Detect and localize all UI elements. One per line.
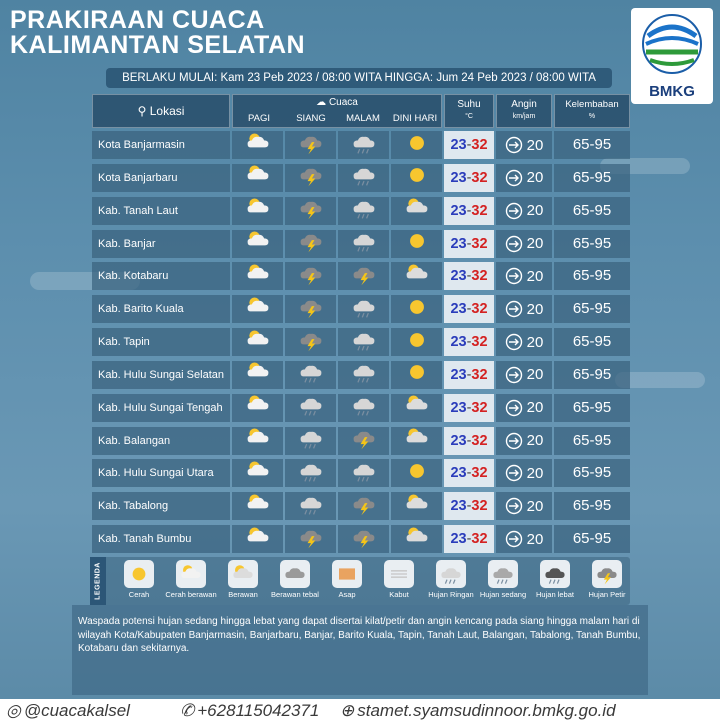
hujan-petir-icon bbox=[298, 162, 324, 193]
wind-speed: 20 bbox=[526, 497, 544, 515]
period-dini-hari: DINI HARI bbox=[392, 113, 438, 124]
legend-item bbox=[476, 560, 530, 599]
wind-direction-icon bbox=[505, 464, 523, 482]
wind-cell bbox=[496, 361, 552, 389]
temp-max: 32 bbox=[471, 268, 488, 285]
berawan-icon bbox=[404, 524, 430, 555]
weather-cell bbox=[232, 197, 283, 225]
cerah-berawan-icon bbox=[245, 425, 271, 456]
cerah-berawan-icon bbox=[245, 491, 271, 522]
cerah-icon bbox=[404, 130, 430, 161]
table-header bbox=[92, 94, 630, 128]
weather-cell bbox=[391, 295, 442, 323]
weather-cell bbox=[285, 525, 336, 553]
berawan-icon bbox=[404, 195, 430, 226]
temp-min: 23 bbox=[450, 531, 467, 548]
header-lokasi bbox=[92, 94, 230, 128]
temp-min: 23 bbox=[450, 465, 467, 482]
wind-cell bbox=[496, 262, 552, 290]
berawan-tebal-icon bbox=[280, 560, 310, 588]
location-name: Kab. Hulu Sungai Selatan bbox=[92, 361, 230, 389]
temperature-cell: 23-32 bbox=[444, 427, 494, 455]
hujan-petir-icon bbox=[298, 327, 324, 358]
berawan-icon bbox=[404, 491, 430, 522]
weather-cell bbox=[232, 164, 283, 192]
weather-cell bbox=[391, 427, 442, 455]
temperature-cell: 23-32 bbox=[444, 197, 494, 225]
legend-label: Berawan bbox=[228, 590, 258, 599]
hujan-petir-icon bbox=[351, 524, 377, 555]
weather-cell bbox=[285, 262, 336, 290]
weather-cell bbox=[285, 230, 336, 258]
period-malam: MALAM bbox=[346, 113, 380, 124]
hujan-petir-icon bbox=[298, 261, 324, 292]
wind-cell bbox=[496, 525, 552, 553]
weather-cell bbox=[285, 197, 336, 225]
weather-cell bbox=[391, 459, 442, 487]
wind-cell bbox=[496, 328, 552, 356]
berawan-icon bbox=[404, 392, 430, 423]
cerah-icon bbox=[404, 327, 430, 358]
temperature-cell: 23-32 bbox=[444, 295, 494, 323]
hujan-ringan-icon bbox=[298, 491, 324, 522]
legend-item bbox=[528, 560, 582, 599]
table-row bbox=[92, 525, 630, 553]
hujan-petir-icon bbox=[592, 560, 622, 588]
period-pagi: PAGI bbox=[248, 113, 270, 124]
cerah-berawan-icon bbox=[245, 162, 271, 193]
temperature-cell: 23-32 bbox=[444, 459, 494, 487]
hujan-ringan-icon bbox=[351, 327, 377, 358]
temp-max: 32 bbox=[471, 432, 488, 449]
forecast-table bbox=[92, 131, 630, 558]
wind-speed: 20 bbox=[526, 399, 544, 417]
temp-max: 32 bbox=[471, 465, 488, 482]
temp-max: 32 bbox=[471, 137, 488, 153]
wind-cell bbox=[496, 492, 552, 520]
table-row bbox=[92, 295, 630, 323]
legend-label: Cerah bbox=[128, 590, 150, 599]
page-title bbox=[10, 8, 530, 58]
cerah-icon bbox=[404, 458, 430, 489]
cerah-berawan-icon bbox=[245, 228, 271, 259]
wind-cell bbox=[496, 459, 552, 487]
temperature-cell: 23-32 bbox=[444, 230, 494, 258]
weather-cell bbox=[338, 262, 389, 290]
location-name: Kab. Tabalong bbox=[92, 492, 230, 520]
location-name: Kab. Hulu Sungai Utara bbox=[92, 459, 230, 487]
wind-cell bbox=[496, 295, 552, 323]
temp-min: 23 bbox=[450, 432, 467, 449]
weather-cell bbox=[338, 459, 389, 487]
hujan-petir-icon bbox=[298, 130, 324, 161]
location-pin-icon: ⚲ bbox=[137, 104, 147, 118]
humidity-cell: 65-95 bbox=[554, 262, 630, 290]
cerah-berawan-icon bbox=[245, 327, 271, 358]
hujan-ringan-icon bbox=[351, 228, 377, 259]
weather-cell bbox=[285, 361, 336, 389]
location-name: Kab. Tapin bbox=[92, 328, 230, 356]
table-row bbox=[92, 361, 630, 389]
wind-cell bbox=[496, 197, 552, 225]
whatsapp-icon: ✆ bbox=[180, 701, 195, 720]
humidity-cell: 65-95 bbox=[554, 492, 630, 520]
wind-direction-icon bbox=[505, 366, 523, 384]
header-suhu-label: Suhu bbox=[457, 99, 481, 110]
wind-speed: 20 bbox=[526, 202, 544, 220]
weather-cell bbox=[338, 361, 389, 389]
footer-instagram[interactable] bbox=[6, 699, 130, 723]
weather-cell bbox=[391, 361, 442, 389]
wind-speed: 20 bbox=[526, 530, 544, 548]
legend-label: Hujan sedang bbox=[479, 590, 527, 599]
weather-cell bbox=[232, 394, 283, 422]
hujan-ringan-icon bbox=[298, 392, 324, 423]
berawan-icon bbox=[404, 261, 430, 292]
weather-cell bbox=[338, 295, 389, 323]
weather-cell bbox=[391, 328, 442, 356]
table-row bbox=[92, 262, 630, 290]
legend-label: Asap bbox=[338, 590, 356, 599]
header-kelembaban-label: Kelembaban bbox=[565, 99, 619, 110]
weather-cell bbox=[285, 394, 336, 422]
legend-item bbox=[268, 560, 322, 599]
header-angin-unit: km/jam bbox=[512, 113, 536, 120]
humidity-cell: 65-95 bbox=[554, 525, 630, 553]
hujan-ringan-icon bbox=[351, 195, 377, 226]
location-name: Kab. Tanah Laut bbox=[92, 197, 230, 225]
wind-direction-icon bbox=[505, 530, 523, 548]
wind-cell bbox=[496, 427, 552, 455]
weather-cell bbox=[338, 525, 389, 553]
legend-item bbox=[320, 560, 374, 599]
hujan-petir-icon bbox=[298, 195, 324, 226]
title-line-2: KALIMANTAN SELATAN bbox=[10, 31, 306, 59]
hujan-ringan-icon bbox=[351, 294, 377, 325]
phone-number: +628115042371 bbox=[197, 701, 320, 720]
footer-website[interactable] bbox=[340, 699, 616, 723]
weather-cell bbox=[391, 394, 442, 422]
weather-cell bbox=[391, 230, 442, 258]
temperature-cell: 23-32 bbox=[444, 361, 494, 389]
location-name: Kab. Tanah Bumbu bbox=[92, 525, 230, 553]
location-name: Kota Banjarbaru bbox=[92, 164, 230, 192]
humidity-cell: 65-95 bbox=[554, 328, 630, 356]
weather-cell bbox=[232, 492, 283, 520]
table-row bbox=[92, 328, 630, 356]
location-name: Kab. Kotabaru bbox=[92, 262, 230, 290]
temp-min: 23 bbox=[450, 268, 467, 285]
weather-cell bbox=[391, 262, 442, 290]
temp-max: 32 bbox=[471, 235, 488, 252]
wind-speed: 20 bbox=[526, 136, 544, 154]
weather-cell bbox=[338, 164, 389, 192]
wind-speed: 20 bbox=[526, 235, 544, 253]
cerah-berawan-icon bbox=[245, 195, 271, 226]
legend-item bbox=[424, 560, 478, 599]
wind-direction-icon bbox=[505, 300, 523, 318]
cerah-berawan-icon bbox=[176, 560, 206, 588]
temp-min: 23 bbox=[450, 301, 467, 318]
hujan-petir-icon bbox=[298, 294, 324, 325]
location-name: Kab. Balangan bbox=[92, 427, 230, 455]
weather-cell bbox=[285, 328, 336, 356]
weather-cell bbox=[232, 295, 283, 323]
legend-item bbox=[580, 560, 634, 599]
hujan-ringan-icon bbox=[351, 130, 377, 161]
table-row bbox=[92, 459, 630, 487]
hujan-petir-icon bbox=[351, 491, 377, 522]
temp-max: 32 bbox=[471, 202, 488, 219]
table-row bbox=[92, 164, 630, 192]
temp-min: 23 bbox=[450, 202, 467, 219]
legend-title: LEGENDA bbox=[90, 557, 106, 605]
hujan-petir-icon bbox=[298, 228, 324, 259]
legend-label: Hujan Petir bbox=[588, 590, 626, 599]
weather-cell bbox=[232, 361, 283, 389]
website-url: stamet.syamsudinnoor.bmkg.go.id bbox=[357, 701, 616, 720]
validity-period: BERLAKU MULAI: Kam 23 Peb 2023 / 08:00 WITA HINGGA: Jum 24 Peb 2023 / 08:00 WITA bbox=[106, 68, 612, 88]
wind-speed: 20 bbox=[526, 300, 544, 318]
temp-min: 23 bbox=[450, 366, 467, 383]
cerah-berawan-icon bbox=[245, 359, 271, 390]
weather-cell bbox=[285, 427, 336, 455]
temp-max: 32 bbox=[471, 334, 488, 351]
header-angin bbox=[496, 94, 552, 128]
weather-cell bbox=[391, 164, 442, 192]
header-cuaca-label: Cuaca bbox=[328, 97, 358, 108]
instagram-icon: ◎ bbox=[6, 701, 21, 720]
hujan-ringan-icon bbox=[436, 560, 466, 588]
wind-direction-icon bbox=[505, 432, 523, 450]
hujan-lebat-icon bbox=[540, 560, 570, 588]
temperature-cell: 23-32 bbox=[444, 262, 494, 290]
globe-icon: ⊕ bbox=[340, 701, 355, 720]
temperature-cell: 23-32 bbox=[444, 492, 494, 520]
humidity-cell: 65-95 bbox=[554, 131, 630, 159]
humidity-cell: 65-95 bbox=[554, 197, 630, 225]
temp-min: 23 bbox=[450, 169, 467, 186]
wind-direction-icon bbox=[505, 267, 523, 285]
wind-direction-icon bbox=[505, 169, 523, 187]
table-row bbox=[92, 492, 630, 520]
location-name: Kab. Barito Kuala bbox=[92, 295, 230, 323]
humidity-cell: 65-95 bbox=[554, 394, 630, 422]
weather-cell bbox=[232, 328, 283, 356]
weather-cell bbox=[232, 459, 283, 487]
header-cuaca bbox=[232, 94, 442, 128]
location-name: Kota Banjarmasin bbox=[92, 131, 230, 159]
hujan-sedang-icon bbox=[488, 560, 518, 588]
cerah-berawan-icon bbox=[245, 294, 271, 325]
temp-min: 23 bbox=[450, 399, 467, 416]
location-name: Kab. Hulu Sungai Tengah bbox=[92, 394, 230, 422]
berawan-icon bbox=[228, 560, 258, 588]
berawan-icon bbox=[404, 425, 430, 456]
period-siang: SIANG bbox=[296, 113, 326, 124]
wind-cell bbox=[496, 394, 552, 422]
temperature-cell: 23-32 bbox=[444, 131, 494, 159]
wind-cell bbox=[496, 164, 552, 192]
hujan-ringan-icon bbox=[298, 359, 324, 390]
cerah-icon bbox=[404, 294, 430, 325]
hujan-ringan-icon bbox=[298, 425, 324, 456]
table-row bbox=[92, 230, 630, 258]
legend-label: Berawan tebal bbox=[271, 590, 319, 599]
footer bbox=[0, 699, 720, 723]
temp-max: 32 bbox=[471, 169, 488, 186]
humidity-cell: 65-95 bbox=[554, 361, 630, 389]
humidity-cell: 65-95 bbox=[554, 230, 630, 258]
legend-item bbox=[216, 560, 270, 599]
weather-cell bbox=[285, 295, 336, 323]
temperature-cell: 23-32 bbox=[444, 164, 494, 192]
header-kelembaban-unit: % bbox=[588, 113, 596, 120]
temp-min: 23 bbox=[450, 235, 467, 252]
wind-speed: 20 bbox=[526, 432, 544, 450]
weather-cell bbox=[232, 262, 283, 290]
weather-cell bbox=[232, 230, 283, 258]
weather-cell bbox=[391, 525, 442, 553]
header-kelembaban bbox=[554, 94, 630, 128]
header-angin-label: Angin bbox=[511, 99, 537, 110]
location-name: Kab. Banjar bbox=[92, 230, 230, 258]
legend-item bbox=[112, 560, 166, 599]
weather-cell bbox=[285, 131, 336, 159]
weather-cell bbox=[338, 394, 389, 422]
table-row bbox=[92, 427, 630, 455]
wind-direction-icon bbox=[505, 202, 523, 220]
legend-item bbox=[164, 560, 218, 599]
weather-cell bbox=[232, 131, 283, 159]
cerah-icon bbox=[404, 162, 430, 193]
weather-cell bbox=[232, 427, 283, 455]
temp-max: 32 bbox=[471, 399, 488, 416]
wind-speed: 20 bbox=[526, 464, 544, 482]
weather-cell bbox=[338, 328, 389, 356]
humidity-cell: 65-95 bbox=[554, 427, 630, 455]
cerah-icon bbox=[404, 359, 430, 390]
table-row bbox=[92, 197, 630, 225]
wind-direction-icon bbox=[505, 399, 523, 417]
weather-cell bbox=[391, 131, 442, 159]
temp-max: 32 bbox=[471, 301, 488, 318]
wind-speed: 20 bbox=[526, 169, 544, 187]
temperature-cell: 23-32 bbox=[444, 394, 494, 422]
weather-cloud-icon: ☁ bbox=[316, 97, 327, 108]
wind-direction-icon bbox=[505, 497, 523, 515]
hujan-ringan-icon bbox=[351, 162, 377, 193]
table-row bbox=[92, 394, 630, 422]
temperature-cell: 23-32 bbox=[444, 328, 494, 356]
legend-label: Hujan Ringan bbox=[428, 590, 474, 599]
humidity-cell: 65-95 bbox=[554, 164, 630, 192]
weather-cell bbox=[338, 492, 389, 520]
wind-speed: 20 bbox=[526, 333, 544, 351]
temp-min: 23 bbox=[450, 498, 467, 515]
temp-min: 23 bbox=[450, 334, 467, 351]
logo-text: BMKG bbox=[649, 83, 695, 100]
header-lokasi-label: Lokasi bbox=[149, 104, 185, 118]
wind-cell bbox=[496, 230, 552, 258]
wind-direction-icon bbox=[505, 235, 523, 253]
temp-max: 32 bbox=[471, 498, 488, 515]
weather-cell bbox=[391, 197, 442, 225]
bmkg-emblem-icon bbox=[638, 12, 706, 76]
hujan-petir-icon bbox=[351, 425, 377, 456]
weather-cell bbox=[338, 230, 389, 258]
weather-cell bbox=[338, 427, 389, 455]
legend-item bbox=[372, 560, 426, 599]
header-suhu-unit: °C bbox=[465, 113, 473, 120]
hujan-petir-icon bbox=[298, 524, 324, 555]
wind-direction-icon bbox=[505, 333, 523, 351]
wind-speed: 20 bbox=[526, 366, 544, 384]
legend-label: Hujan lebat bbox=[536, 590, 574, 599]
cerah-icon bbox=[124, 560, 154, 588]
hujan-ringan-icon bbox=[351, 359, 377, 390]
temperature-cell: 23-32 bbox=[444, 525, 494, 553]
weather-cell bbox=[338, 131, 389, 159]
hujan-ringan-icon bbox=[351, 392, 377, 423]
weather-cell bbox=[285, 164, 336, 192]
cerah-berawan-icon bbox=[245, 524, 271, 555]
cerah-icon bbox=[404, 228, 430, 259]
wind-direction-icon bbox=[505, 136, 523, 154]
cerah-berawan-icon bbox=[245, 458, 271, 489]
wind-speed: 20 bbox=[526, 267, 544, 285]
table-row bbox=[92, 131, 630, 159]
temp-max: 32 bbox=[471, 531, 488, 548]
hujan-ringan-icon bbox=[351, 458, 377, 489]
weather-cell bbox=[232, 525, 283, 553]
temp-min: 23 bbox=[450, 137, 467, 153]
legend bbox=[90, 557, 630, 605]
instagram-handle: @cuacakalsel bbox=[23, 701, 130, 720]
header-suhu bbox=[444, 94, 494, 128]
humidity-cell: 65-95 bbox=[554, 459, 630, 487]
humidity-cell: 65-95 bbox=[554, 295, 630, 323]
wind-cell bbox=[496, 131, 552, 159]
legend-label: Cerah berawan bbox=[165, 590, 217, 599]
hujan-petir-icon bbox=[351, 261, 377, 292]
weather-cell bbox=[391, 492, 442, 520]
temp-max: 32 bbox=[471, 366, 488, 383]
title-line-1: PRAKIRAAN CUACA bbox=[10, 6, 265, 34]
weather-cell bbox=[285, 492, 336, 520]
warning-text: Waspada potensi hujan sedang hingga lebat yang dapat disertai kilat/petir dan angin kencang pada siang hingga malam hari di wilayah Kota/Kabupaten Banjarmasin, Banjarbaru, Banjar, Barito Kuala, Tapin, Tanah Laut, Balangan, Tabalong, Tanah Bumbu, Kotabaru dan sekitarnya. bbox=[72, 605, 648, 695]
footer-phone[interactable] bbox=[180, 699, 319, 723]
weather-cell bbox=[338, 197, 389, 225]
bmkg-logo bbox=[631, 8, 713, 104]
legend-label: Kabut bbox=[389, 590, 409, 599]
asap-icon bbox=[332, 560, 362, 588]
hujan-ringan-icon bbox=[298, 458, 324, 489]
cerah-berawan-icon bbox=[245, 392, 271, 423]
cerah-berawan-icon bbox=[245, 261, 271, 292]
cerah-berawan-icon bbox=[245, 130, 271, 161]
weather-cell bbox=[285, 459, 336, 487]
kabut-icon bbox=[384, 560, 414, 588]
